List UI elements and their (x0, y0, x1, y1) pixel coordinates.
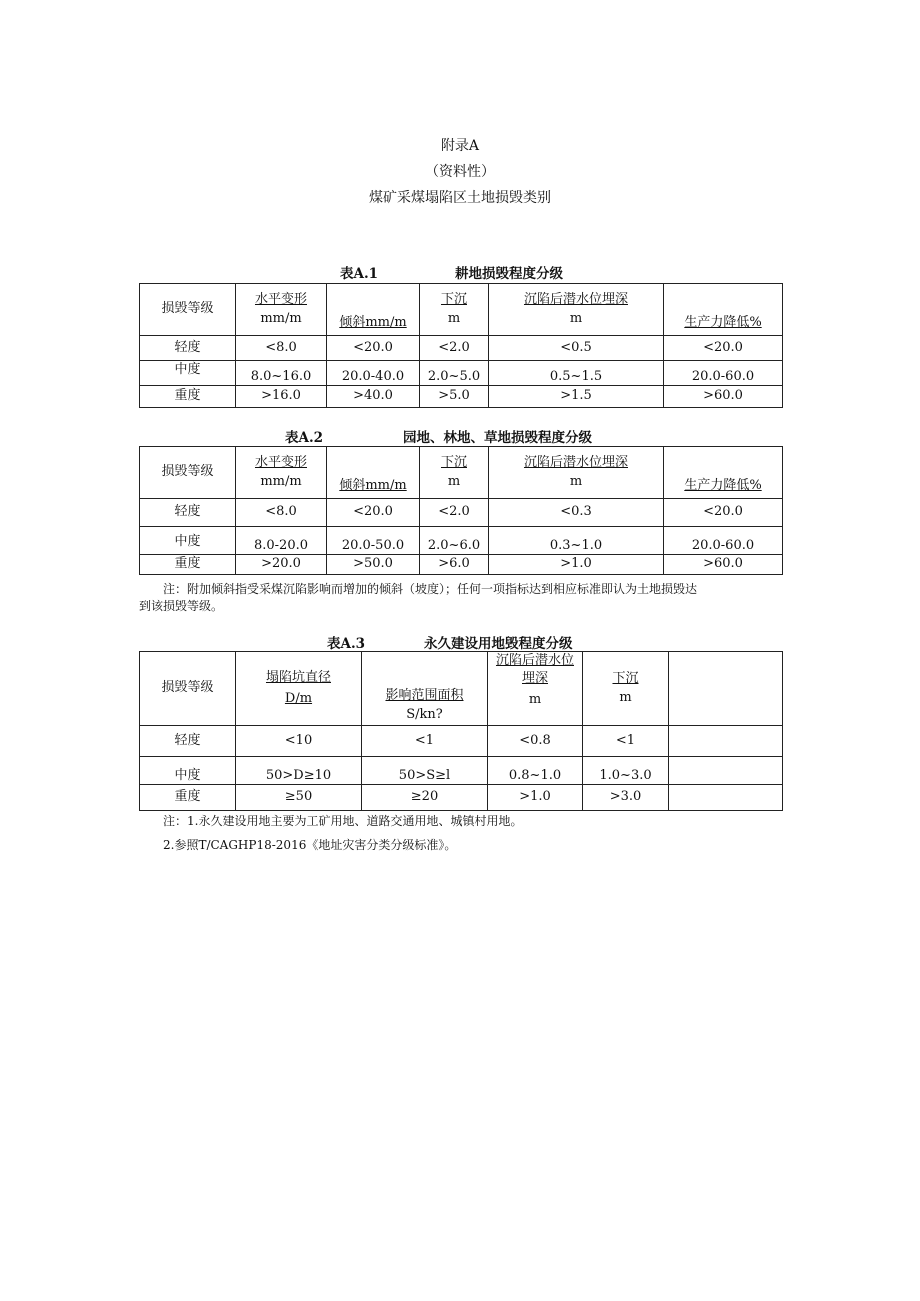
table1-header-horizontal-unit: mm/m (260, 310, 302, 326)
table3-cell-empty (669, 757, 783, 785)
table2-header-water-label: 沉陷后潜水位埋深 (523, 454, 628, 470)
table3-cell-area: ≥20 (362, 785, 488, 811)
table1-caption (0, 262, 920, 282)
table2-cell-productivity: >60.0 (664, 555, 783, 575)
table1-cell-subsidence: 2.0~5.0 (420, 361, 489, 386)
table-row (140, 336, 783, 361)
table1-header-subsidence-label: 下沉 (440, 291, 467, 307)
table3-header-water-unit: m (528, 691, 542, 707)
table2-header-horizontal-unit: mm/m (260, 473, 302, 489)
table1-header-water (489, 284, 664, 336)
table2-cell-productivity: 20.0-60.0 (664, 527, 783, 555)
table2-cell-horizontal: 8.0-20.0 (236, 527, 327, 555)
table3-cell-area: 50>S≥l (362, 757, 488, 785)
table3-cell-pit: ≥50 (236, 785, 362, 811)
appendix-title: 附录A (440, 138, 480, 154)
table3-cell-subsidence: >3.0 (583, 785, 669, 811)
table1-cell-water: <0.5 (489, 336, 664, 361)
table3-header-pit-label: 塌陷坑直径 (265, 669, 331, 685)
table2-cell-tilt: 20.0-50.0 (327, 527, 420, 555)
table1-header-productivity-label: 生产力降低% (684, 315, 762, 331)
table-row (140, 361, 783, 386)
table3-header-water-label1: 沉陷后潜水位 (495, 653, 574, 668)
table1-header-horizontal (236, 284, 327, 336)
table2-note-line1: 注：附加倾斜指受采煤沉陷影响而增加的倾斜（坡度）；任何一项指标达到相应标准即认为土地损毁达 (163, 582, 698, 596)
table3-header-subsidence (583, 652, 669, 726)
table2-cell-grade: 轻度 (140, 499, 236, 527)
table1-header-grade: 损毁等级 (140, 284, 236, 336)
table1-caption-number: 表A.1 (340, 266, 379, 282)
table1-header-subsidence (420, 284, 489, 336)
table3-caption (0, 632, 920, 652)
table2-caption-number: 表A.2 (285, 430, 324, 446)
table3-header-area (362, 652, 488, 726)
table1-cell-tilt: >40.0 (327, 386, 420, 408)
table1-cell-horizontal: >16.0 (236, 386, 327, 408)
table1-header-horizontal-label: 水平变形 (254, 291, 307, 307)
table1-cell-subsidence: >5.0 (420, 386, 489, 408)
table-row (140, 555, 783, 575)
table2-cell-horizontal: <8.0 (236, 499, 327, 527)
table2-cell-grade: 中度 (140, 527, 236, 555)
table3-caption-number: 表A.3 (327, 636, 366, 652)
table3-header-subsidence-unit: m (619, 689, 632, 705)
table3-cell-water: 0.8~1.0 (488, 757, 583, 785)
table1-caption-title: 耕地损毁程度分级 (455, 266, 563, 282)
appendix-subtitle: 煤矿采煤塌陷区土地损毁类别 (369, 190, 551, 206)
table-row (140, 499, 783, 527)
table2-cell-tilt: >50.0 (327, 555, 420, 575)
table-row (140, 757, 783, 785)
table2-cell-water: >1.0 (489, 555, 664, 575)
table-row (140, 386, 783, 408)
table3-header-area-label: 影响范围面积 (385, 688, 464, 704)
table3-note-1: 注：1.永久建设用地主要为工矿用地、道路交通用地、城镇村用地。 (163, 814, 523, 828)
table3-cell-grade: 中度 (140, 757, 236, 785)
table3-header-grade: 损毁等级 (140, 652, 236, 726)
table3-caption-title: 永久建设用地毁程度分级 (424, 636, 573, 652)
table3-cell-grade: 重度 (140, 785, 236, 811)
table2-caption-title: 园地、林地、草地损毁程度分级 (403, 430, 592, 446)
table2 (139, 446, 783, 575)
table2-note (139, 581, 783, 615)
table3-cell-area: <1 (362, 726, 488, 757)
table3-cell-pit: 50>D≥10 (236, 757, 362, 785)
table3-cell-grade: 轻度 (140, 726, 236, 757)
table1-cell-productivity: >60.0 (664, 386, 783, 408)
table2-cell-subsidence: >6.0 (420, 555, 489, 575)
table-row (140, 726, 783, 757)
table1-header-water-unit: m (569, 310, 583, 326)
table1-cell-grade: 中度 (140, 361, 236, 386)
table-row (140, 527, 783, 555)
table1-cell-productivity: 20.0-60.0 (664, 361, 783, 386)
table1-cell-water: 0.5~1.5 (489, 361, 664, 386)
table2-header-water (489, 447, 664, 499)
appendix-nature: （资料性） (425, 164, 495, 180)
table3-cell-water: >1.0 (488, 785, 583, 811)
table1-cell-grade: 轻度 (140, 336, 236, 361)
table2-note-line2: 到该损毁等级。 (139, 599, 224, 613)
table2-cell-productivity: <20.0 (664, 499, 783, 527)
table1-cell-tilt: <20.0 (327, 336, 420, 361)
table2-header-water-unit: m (569, 473, 583, 489)
table1-header-water-label: 沉陷后潜水位埋深 (523, 291, 628, 307)
table1-header-tilt-label: 倾斜mm/m (339, 315, 407, 331)
table3-cell-subsidence: <1 (583, 726, 669, 757)
table2-cell-water: <0.3 (489, 499, 664, 527)
table3-header-water-label2: 埋深 (521, 670, 548, 686)
table2-header-subsidence-label: 下沉 (440, 454, 467, 470)
table1-cell-productivity: <20.0 (664, 336, 783, 361)
table2-header-subsidence (420, 447, 489, 499)
table2-cell-subsidence: 2.0~6.0 (420, 527, 489, 555)
table2-cell-tilt: <20.0 (327, 499, 420, 527)
table2-header-grade: 损毁等级 (140, 447, 236, 499)
table3 (139, 651, 783, 811)
table2-header-productivity-label: 生产力降低% (684, 478, 762, 494)
table3-header-row (140, 652, 783, 726)
table2-cell-water: 0.3~1.0 (489, 527, 664, 555)
table3-header-area-unit: S/kn? (406, 707, 443, 723)
table2-header-row (140, 447, 783, 499)
table3-note-2: 2.参照T/CAGHP18-2016《地址灾害分类分级标准》。 (163, 838, 457, 852)
table3-cell-empty (669, 726, 783, 757)
table3-header-pit (236, 652, 362, 726)
table1-header-productivity (664, 284, 783, 336)
table2-header-subsidence-unit: m (447, 473, 461, 489)
table1 (139, 283, 783, 408)
table-row (140, 785, 783, 811)
table1-cell-horizontal: <8.0 (236, 336, 327, 361)
table1-header-tilt (327, 284, 420, 336)
table3-cell-pit: <10 (236, 726, 362, 757)
table1-cell-water: >1.5 (489, 386, 664, 408)
table3-header-water (488, 652, 583, 726)
table2-cell-horizontal: >20.0 (236, 555, 327, 575)
table2-header-horizontal (236, 447, 327, 499)
table3-header-empty (669, 652, 783, 726)
table2-caption (0, 426, 920, 446)
table3-cell-water: <0.8 (488, 726, 583, 757)
table1-header-subsidence-unit: m (447, 310, 461, 326)
table2-header-tilt-label: 倾斜mm/m (339, 478, 407, 494)
table3-header-pit-unit: D/m (284, 690, 313, 706)
table2-header-tilt (327, 447, 420, 499)
table1-cell-horizontal: 8.0~16.0 (236, 361, 327, 386)
table3-cell-subsidence: 1.0~3.0 (583, 757, 669, 785)
table3-header-subsidence-label: 下沉 (612, 670, 639, 686)
table2-cell-grade: 重度 (140, 555, 236, 575)
table2-header-productivity (664, 447, 783, 499)
table2-cell-subsidence: <2.0 (420, 499, 489, 527)
table1-cell-grade: 重度 (140, 386, 236, 408)
table1-cell-tilt: 20.0-40.0 (327, 361, 420, 386)
table2-header-horizontal-label: 水平变形 (254, 454, 307, 470)
table1-header-row (140, 284, 783, 336)
table1-cell-subsidence: <2.0 (420, 336, 489, 361)
table3-cell-empty (669, 785, 783, 811)
